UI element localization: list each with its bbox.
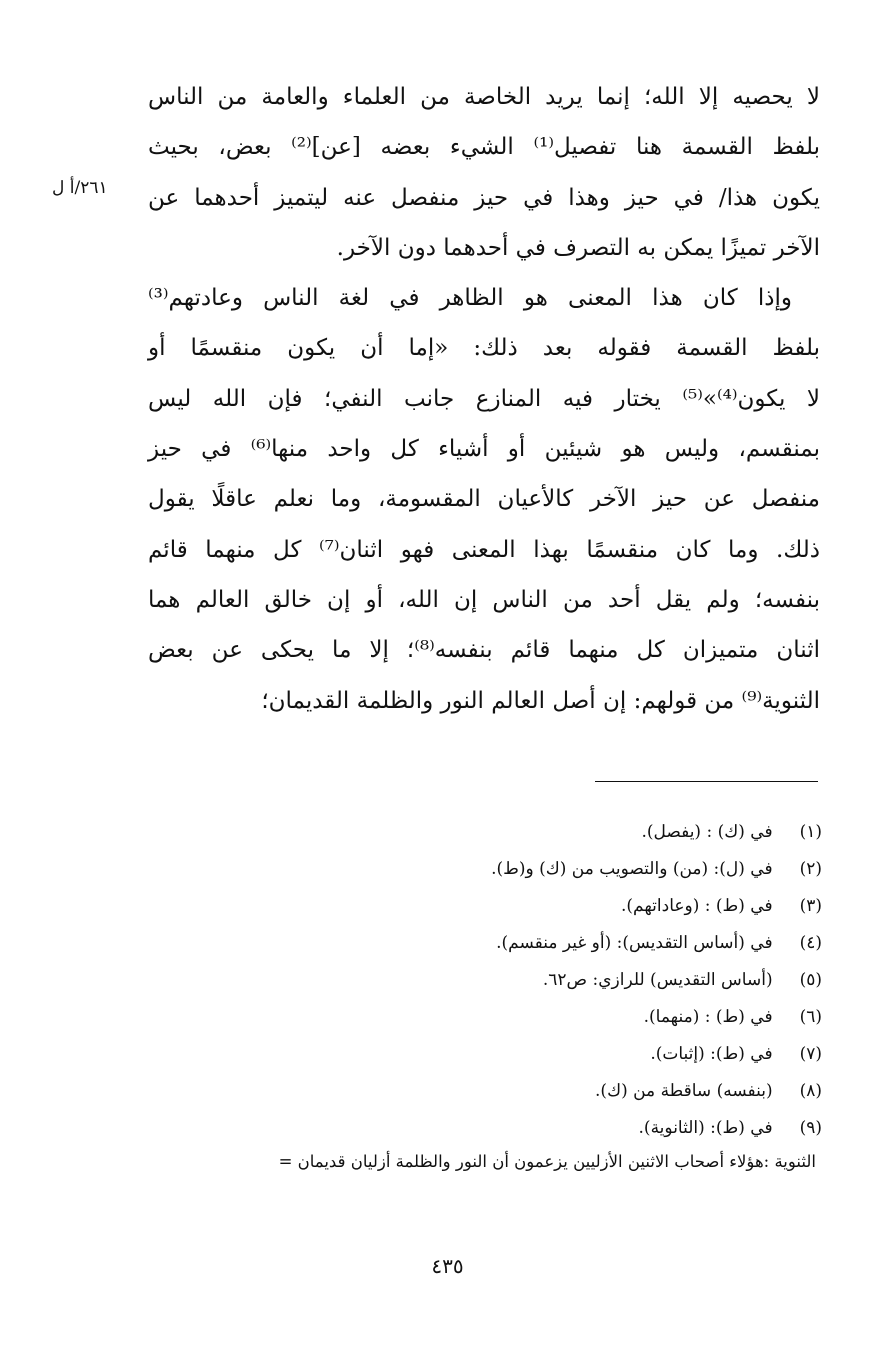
text-line: ذلك. وما كان منقسمًا بهذا المعنى فهو اثنان⁽⁷⁾ كل منهما قائم — [148, 536, 821, 563]
footnote-number: (٤) — [799, 933, 822, 953]
footnote-text: في (ط): (الثانوية). — [638, 1118, 773, 1138]
text-line: الثنوية⁽⁹⁾ من قولهم: إن أصل العالم النور والظلمة القديمان؛ — [261, 687, 820, 714]
text-line: وإذا كان هذا المعنى هو الظاهر في لغة الناس وعادتهم⁽³⁾ — [148, 285, 792, 312]
main-text — [148, 72, 820, 726]
footnote-item — [140, 999, 822, 1036]
footnotes — [140, 814, 822, 1177]
footnote-number: (١) — [799, 822, 822, 842]
text-line: يكون هذا/ في حيز وهذا في حيز منفصل عنه ليتميز أحدهما عن — [148, 184, 820, 211]
text-line: لا يحصيه إلا الله؛ إنما يريد الخاصة من العلماء والعامة من الناس — [148, 84, 820, 110]
footnote-item — [140, 814, 822, 851]
footnote-text: في (ل): (من) والتصويب من (ك) و(ط). — [491, 859, 773, 879]
text-line: لا يكون⁽⁴⁾»⁽⁵⁾ يختار فيه المنازع جانب النفي؛ فإن الله ليس — [148, 385, 821, 412]
text-line: بلفظ القسمة هنا تفصيل⁽¹⁾ الشيء بعضه [عن]⁽²⁾ بعض، بحيث — [148, 134, 820, 161]
footnote-continuation: الثنوية :هؤلاء أصحاب الاثنين الأزليين يزعمون أن النور والظلمة أزليان قديمان = — [278, 1152, 816, 1171]
footnote-item — [140, 1036, 822, 1073]
footnote-number: (٢) — [799, 859, 822, 879]
text-line: بلفظ القسمة فقوله بعد ذلك: «إما أن يكون منقسمًا أو — [148, 335, 820, 362]
footnote-number: (٦) — [799, 1007, 822, 1027]
footnote-item — [140, 1073, 822, 1110]
footnote-item — [140, 1110, 822, 1147]
footnote-text: في (ط): (إثبات). — [650, 1044, 773, 1064]
footnote-text: في (ك) : (يفصل). — [641, 822, 773, 842]
footnote-item — [140, 962, 822, 999]
text-line: بمنقسم، وليس هو شيئين أو أشياء كل واحد منها⁽⁶⁾ في حيز — [148, 436, 820, 463]
footnote-number: (٨) — [799, 1081, 822, 1101]
footnote-number: (٩) — [799, 1118, 822, 1138]
footnote-text: في (ط) : (منهما). — [643, 1007, 773, 1027]
footnote-text: في (ط) : (وعاداتهم). — [620, 896, 773, 916]
footnote-number: (٣) — [799, 896, 822, 916]
footnote-number: (٧) — [799, 1044, 822, 1064]
footnote-item — [140, 888, 822, 925]
footnote-item — [140, 925, 822, 962]
footnote-number: (٥) — [799, 970, 822, 990]
manuscript-folio-marker: ٢٦١/أ ل — [52, 178, 108, 198]
text-line: منفصل عن حيز الآخر كالأعيان المقسومة، وما نعلم عاقلًا يقول — [148, 486, 820, 513]
footnote-text: (أساس التقديس) للرازي: ص٦٢. — [542, 970, 773, 990]
footnote-separator — [595, 781, 818, 782]
page-number: ٤٣٥ — [431, 1254, 464, 1278]
footnote-item — [140, 851, 822, 888]
text-line: الآخر تميزًا يمكن به التصرف في أحدهما دون الآخر. — [336, 234, 820, 261]
text-line: بنفسه؛ ولم يقل أحد من الناس إن الله، أو إن خالق العالم هما — [148, 586, 820, 613]
text-line: اثنان متميزان كل منهما قائم بنفسه⁽⁸⁾؛ إلا ما يحكى عن بعض — [148, 637, 820, 664]
footnote-text: في (أساس التقديس): (أو غير منقسم). — [496, 933, 773, 953]
footnote-text: (بنفسه) ساقطة من (ك). — [595, 1081, 773, 1101]
